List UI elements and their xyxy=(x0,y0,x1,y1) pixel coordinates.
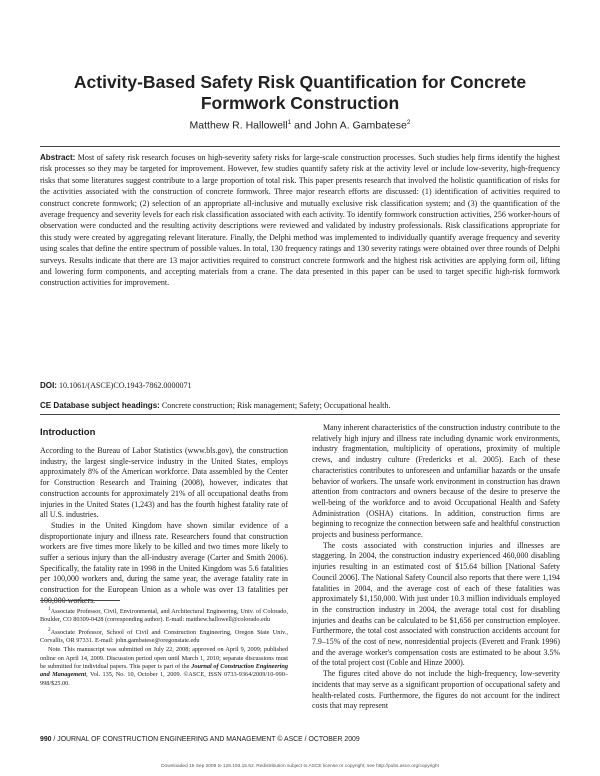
abstract-bottom-rule xyxy=(40,414,560,415)
author-separator: and xyxy=(291,119,315,132)
footnote-mark: 2 xyxy=(406,119,411,126)
footnote-text: Associate Professor, Civil, Environmental, and Architectural Engineering, Univ. of Colorado, Boulder, CO 80309-0428 (corresponding author). E-mail: matthew.hallowell@colorado.edu xyxy=(40,608,288,624)
right-column xyxy=(312,423,560,712)
paper-title: Activity-Based Safety Risk Quantification for Concrete Formwork Construction xyxy=(73,72,527,113)
footnote-rule xyxy=(40,600,120,601)
page-number: 990 xyxy=(40,736,52,743)
footnote-2 xyxy=(40,626,288,646)
subject-headings-line xyxy=(40,400,560,411)
body-paragraph: Many inherent characteristics of the construction industry contribute to the relatively high injury and illness rate including dynamic work environments, industry fragmentation, multiplicity of operations, proximity of multiple crews, and industry culture (Fredericks et al. 2005). Each of these characteristics contributes to unforeseen and unfamiliar hazards or the unsafe behavior of workers. The unsafe work environment in construction has drawn attention from contractors and owners because of the desire to preserve the well-being of the workforce and to avoid Occupational Health and Safety Administration (OSHA) citations. In addition, construction firms are beginning to recognize the connection between safe and healthful construction projects and business performance. xyxy=(312,423,560,540)
doi-value[interactable]: 10.1061/(ASCE)CO.1943-7862.0000071 xyxy=(59,381,192,390)
footnotes xyxy=(40,605,288,689)
download-notice: Downloaded 15 Sep 2009 to 128.193.15.52. Redistribution subject to ASCE license or copyright; see http://pubs.asce.org/copyright xyxy=(161,764,439,769)
note-text: , Vol. 135, No. 10, October 1, 2009. ©ASCE, ISSN 0733-9364/2009/10-990–998/$25.00. xyxy=(40,671,288,687)
abstract xyxy=(40,152,560,289)
note-text: Note. This manuscript was submitted on July 22, 2008; approved on April 9, 2009; published online on April 14, 2009. Discussion period open until March 1, 2010; separate discussions must be submitted for individual papers. This paper is part of the xyxy=(40,646,288,670)
doi-label: DOI: xyxy=(40,381,57,390)
body-paragraph: Studies in the United Kingdom have shown similar evidence of a disproportionate injury and illness rate. Researchers found that construction workers are five times more likely to be killed and two times more likely to suffer a serious injury than the all-industry average (Carter and Smith 2006). Specifically, the fatality rate in 1998 in the United Kingdom was 5.6 fatalities per 100,000 workers and, during the same year, the average fatality rate in construction for the European Union as a whole was over 13 fatalities per 100,000 workers. xyxy=(40,520,288,605)
abstract-text: Most of safety risk research focuses on high-severity safety risks for large-scale construction processes. Such studies help firms identify the highest risk processes so they may be targeted for improvement. However, few studies quantify safety risk at the activity level or include low-severity, high-frequency risks that some literatures suggest contribute to a large proportion of total risk. This paper presents research that involved the holistic quantification of risks for the activities associated with the construction of concrete formwork. Three major research efforts are discussed: (1) identification of activities required to construct concrete formwork; (2) selection of an appropriate all-inclusive and mutually exclusive risk classification system; and (3) the quantification of the average frequency and severity levels for each risk classification associated with each activity. To identify formwork construction activities, 256 worker-hours of observation were conducted and the resulting activity descriptions were reviewed and validated by industry professionals. Risk classifications appropriate for this study were created by aggregating relevant literature. Finally, the Delphi method was implemented to individually quantify average frequency and severity using scales that define the entire spectrum of possible values. In total, 130 frequency ratings and 130 severity ratings were obtained over three rounds of Delphi surveys. Results indicate that there are 13 major activities required to construct concrete formwork and the highest risk activities are applying form oil, lifting and lowering form components, and accepting materials from a crane. The data presented in this paper can be used to target specific high-risk formwork construction activities for improvement. xyxy=(40,153,560,288)
footnote-mark: 2 xyxy=(48,626,51,633)
subject-headings-label: CE Database subject headings: xyxy=(40,401,160,410)
body-paragraph: According to the Bureau of Labor Statistics (www.bls.gov), the construction industry, the largest single-service industry in the United States, employs approximately 8% of the American workforce. Data assembled by the Center for Construction Research and Training (2008), however, indicates that construction accounts for approximately 21% of all occupational deaths from injuries in the United States (1,243) and has the fourth highest fatality rate of all U.S. industries. xyxy=(40,446,288,520)
doi-line xyxy=(40,380,560,391)
author-name: John A. Gambatese xyxy=(314,119,407,132)
author-name: Matthew R. Hallowell xyxy=(189,119,288,132)
manuscript-note xyxy=(40,646,288,687)
introduction-heading: Introduction xyxy=(40,427,96,438)
author-line xyxy=(40,119,560,132)
body-paragraph: The figures cited above do not include the high-frequency, low-severity incidents that may serve as a significant proportion of occupational safety and health-related costs. Furthermore, the figures do not account for the indirect costs that may represent xyxy=(312,669,560,711)
subject-headings-value: Concrete construction; Risk management; Safety; Occupational health. xyxy=(161,401,391,410)
running-footer: / JOURNAL OF CONSTRUCTION ENGINEERING AND MANAGEMENT © ASCE / OCTOBER 2009 xyxy=(51,736,360,743)
footnote-text: Associate Professor, School of Civil and Construction Engineering, Oregon State Univ., Corvallis, OR 97331. E-mail: john.gambatese@oregonstate.edu xyxy=(40,628,288,645)
journal-name: Journal of Construction Engineering and Management xyxy=(40,662,288,679)
footnote-mark: 1 xyxy=(48,606,51,612)
abstract-label: Abstract: xyxy=(40,153,76,162)
abstract-top-rule xyxy=(40,146,560,147)
footnote-mark: 1 xyxy=(287,119,292,126)
page-footer xyxy=(40,736,360,743)
body-paragraph: The costs associated with construction injuries and illnesses are staggering. In 2004, the construction industry experienced 460,000 disabling injuries resulting in an estimated cost of $15.64 billion [National Safety Council 2006]. The National Safety Council also reports that there were 1,194 fatalities in 2004, and the average cost of each of these fatalities was approximately $1,150,000. With just under 10.3 million individuals employed in the construction industry in 2004, the average total cost for disabling injuries and deaths can be calculated to be $1,656 per construction employee. Furthermore, the total cost associated with construction accidents account for 7.9–15% of the cost of new, nonresidential projects (Everett and Frank 1996) and the average worker's compensation costs are estimated to be about 3.5% of the total project cost (Coble and Hinze 2000). xyxy=(312,540,560,668)
footnote-1 xyxy=(40,605,288,625)
left-column xyxy=(40,446,288,607)
